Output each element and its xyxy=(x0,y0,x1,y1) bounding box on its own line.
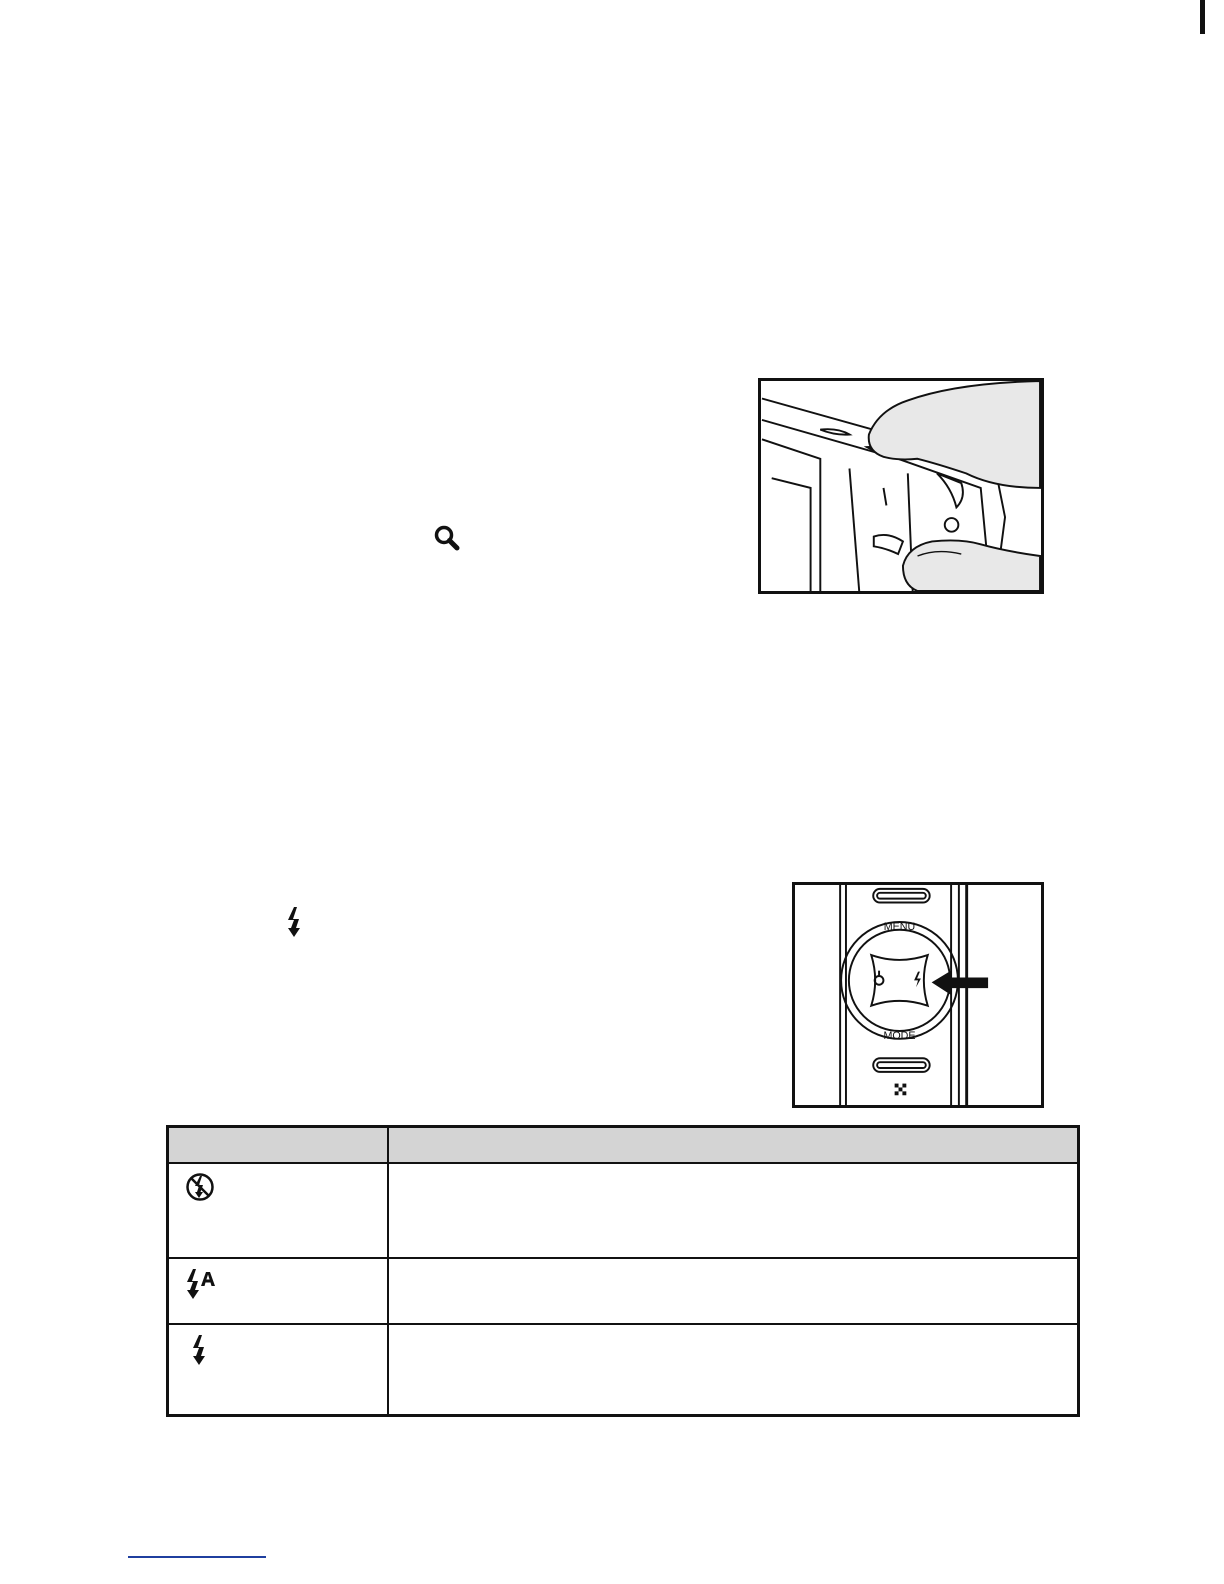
flash-off-icon xyxy=(185,1172,215,1202)
row-divider xyxy=(169,1323,1077,1325)
menu-label: MENU xyxy=(883,920,916,933)
flash-icon xyxy=(284,906,304,938)
top-edge-rule xyxy=(1200,0,1205,34)
table-header xyxy=(169,1128,1077,1164)
row-divider xyxy=(169,1257,1077,1259)
column-divider xyxy=(387,1128,389,1414)
flash-button-illustration xyxy=(792,882,1044,1108)
shutter-illustration xyxy=(758,378,1044,594)
mode-label: MODE xyxy=(883,1029,916,1042)
footer-link-underline[interactable] xyxy=(128,1556,266,1558)
flash-on-icon xyxy=(189,1334,209,1366)
flash-mode-table xyxy=(166,1125,1080,1417)
flash-auto-icon xyxy=(183,1268,219,1300)
magnify-icon xyxy=(433,525,463,551)
flash-button-drawing xyxy=(795,885,1041,1105)
shutter-illustration-drawing xyxy=(761,381,1041,591)
